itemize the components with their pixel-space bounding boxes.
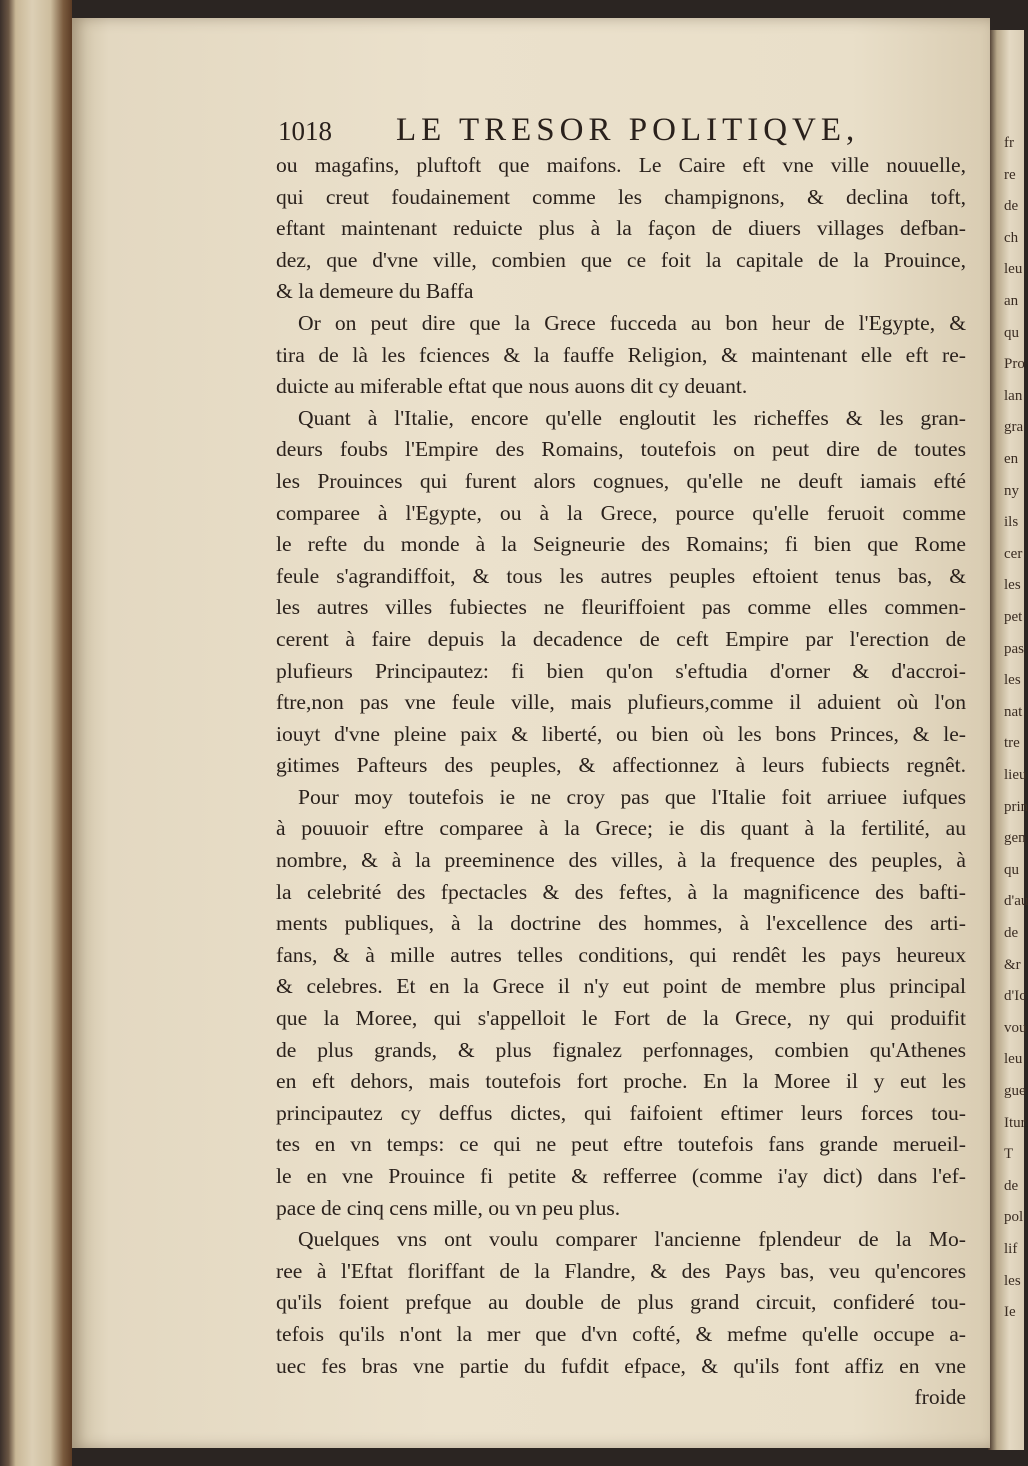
facing-page-fragment: les — [1004, 577, 1021, 594]
text-line: que la Moree, qui s'appelloit le Fort de la Grece, ny qui produifit — [276, 1006, 966, 1031]
facing-page-fragment: lif — [1004, 1241, 1018, 1257]
facing-page-fragment: prin — [1004, 798, 1028, 815]
facing-page-fragment: qu — [1004, 861, 1019, 878]
running-title: LE TRESOR POLITIQVE, — [396, 112, 860, 148]
text-line: ree à l'Eftat floriffant de la Flandre, & des Pays bas, veu qu'encores — [276, 1258, 966, 1283]
facing-page-fragment: T — [1004, 1146, 1014, 1163]
text-line: le en vne Prouince fi petite & refferree (comme i'ay dict) dans l'ef- — [276, 1164, 966, 1188]
book-page-edges — [0, 0, 72, 1466]
page-header — [278, 112, 958, 152]
facing-page-fragment: leu — [1004, 261, 1023, 278]
facing-page-fragment: gra — [1004, 419, 1024, 436]
facing-page-fragment: ny — [1004, 482, 1019, 499]
facing-page-fragment: de — [1004, 1177, 1019, 1194]
facing-page-fragment: les — [1004, 1272, 1021, 1289]
facing-page-fragment: leu — [1004, 1051, 1023, 1068]
text-line: comparee à l'Egypte, ou à la Grece, pource qu'elle feruoit comme — [276, 500, 966, 525]
text-line: fans, & à mille autres telles conditions, qui rendêt les pays heureux — [276, 942, 966, 967]
facing-page-fragment: pas — [1004, 640, 1024, 657]
text-line: gitimes Pafteurs des peuples, & affectionnez à leurs fubiects regnêt. — [276, 753, 966, 778]
text-line: en eft dehors, mais toutefois fort proche. En la Moree il y eut les — [276, 1069, 966, 1094]
facing-page-fragment: Itur — [1004, 1114, 1026, 1131]
text-line: le refte du monde à la Seigneurie des Romains; fi bien que Rome — [276, 532, 966, 557]
catchword: froide — [914, 1385, 966, 1410]
text-line: tira de là les fciences & la fauffe Religion, & maintenant elle eft re- — [276, 342, 966, 367]
text-line: de plus grands, & plus fignalez perfonnages, combien qu'Athenes — [276, 1037, 966, 1062]
facing-page-fragment: an — [1004, 293, 1019, 309]
text-line: ou magafins, pluftoft que maifons. Le Caire eft vne ville nouuelle, — [276, 153, 966, 177]
text-line: qui creut foudainement comme les champignons, & declina toft, — [276, 184, 966, 209]
facing-page-fragment: d'Ic — [1004, 988, 1026, 1005]
text-line: duicte au miferable eftat que nous auons dit cy deuant. — [276, 374, 748, 399]
facing-page-fragment: gue — [1004, 1083, 1026, 1099]
text-line: Or on peut dire que la Grece fucceda au bon heur de l'Egypte, & — [298, 310, 966, 335]
facing-page-fragment: tre — [1004, 735, 1020, 752]
text-line: iouyt d'vne pleine paix & liberté, ou bien où les bons Princes, & le- — [276, 721, 966, 746]
text-line: les autres villes fubiectes ne fleuriffoient pas comme elles commen- — [276, 595, 966, 620]
facing-page-fragment: nat — [1004, 703, 1023, 720]
text-line: ments publiques, à la doctrine des hommes, à l'excellence des arti- — [276, 911, 966, 936]
facing-page-fragment: gen — [1004, 830, 1026, 847]
text-line: à pouuoir eftre comparee à la Grece; ie dis quant à la fertilité, au — [276, 816, 966, 841]
page-number: 1018 — [278, 116, 332, 146]
facing-page-fragment: de — [1004, 925, 1019, 941]
text-line: qu'ils foient prefque au double de plus grand circuit, confideré tou- — [276, 1290, 966, 1315]
facing-page-fragment: en — [1004, 451, 1019, 467]
facing-page-fragment: ch — [1004, 229, 1019, 246]
text-line: deurs foubs l'Empire des Romains, toutefois on peut dire de toutes — [276, 437, 966, 462]
facing-page-fragment: d'au — [1004, 893, 1028, 910]
text-line: eftant maintenant reduicte plus à la façon de diuers villages defban- — [276, 216, 966, 241]
text-line: nombre, & à la preeminence des villes, à la frequence des peuples, à — [276, 848, 966, 873]
facing-page-fragment: fr — [1004, 135, 1014, 151]
facing-page-fragment: cer — [1004, 545, 1023, 562]
facing-page-fragment: re — [1004, 166, 1016, 183]
text-line: Quelques vns ont voulu comparer l'ancienne fplendeur de la Mo- — [298, 1227, 966, 1252]
text-line: dez, que d'vne ville, combien que ce foit la capitale de la Prouince, — [276, 247, 966, 272]
text-line: Quant à l'Italie, encore qu'elle engloutit les richeffes & les gran- — [298, 405, 966, 430]
facing-page-fragment: qu — [1004, 324, 1019, 341]
facing-page-fragment: &r — [1004, 956, 1021, 973]
text-line: uec fes bras vne partie du fufdit efpace, & qu'ils font affiz en vne — [276, 1353, 966, 1378]
text-line: & la demeure du Baffa — [276, 279, 474, 304]
facing-page-fragment: vou — [1004, 1019, 1027, 1036]
body-text — [276, 150, 966, 1414]
facing-page-fragment: de — [1004, 198, 1019, 215]
facing-page-fragment: ils — [1004, 514, 1019, 531]
facing-page-fragment: pet — [1004, 609, 1023, 625]
text-line: plufieurs Principautez: fi bien qu'on s'eftudia d'orner & d'accroi- — [276, 658, 966, 683]
text-line: Pour moy toutefois ie ne croy pas que l'Italie foit arriuee iufques — [298, 784, 966, 809]
text-line: ftre,non pas vne feule ville, mais plufieurs,comme il aduient où l'on — [276, 690, 966, 715]
text-line: la celebrité des fpectacles & des feftes, à la magnificence des bafti- — [276, 879, 966, 904]
text-line: pace de cinq cens mille, ou vn peu plus. — [276, 1195, 621, 1220]
facing-page-fragment: pol — [1004, 1209, 1024, 1226]
text-line: tes en vn temps: ce qui ne peut eftre toutefois fans grande merueil- — [276, 1132, 966, 1157]
facing-page-fragment: Ie — [1004, 1304, 1016, 1321]
facing-page-fragment: Pro — [1004, 356, 1025, 373]
facing-page-fragment: les — [1004, 672, 1021, 689]
facing-page-fragment: lieu — [1004, 767, 1027, 783]
text-line: tefois qu'ils n'ont la mer que d'vn cofté, & mefme qu'elle occupe a- — [276, 1321, 966, 1346]
facing-page-fragment: lan — [1004, 387, 1023, 404]
text-line: principautez cy deffus dictes, qui faifoient eftimer leurs forces tou- — [276, 1100, 966, 1125]
text-line: les Prouinces qui furent alors cognues, qu'elle ne deuft iamais efté — [276, 468, 966, 493]
text-line: & celebres. Et en la Grece il n'y eut point de membre plus principal — [276, 974, 966, 999]
text-line: feule s'agrandiffoit, & tous les autres peuples eftoient tenus bas, & — [276, 563, 966, 588]
text-line: cerent à faire depuis la decadence de ceft Empire par l'erection de — [276, 626, 966, 651]
